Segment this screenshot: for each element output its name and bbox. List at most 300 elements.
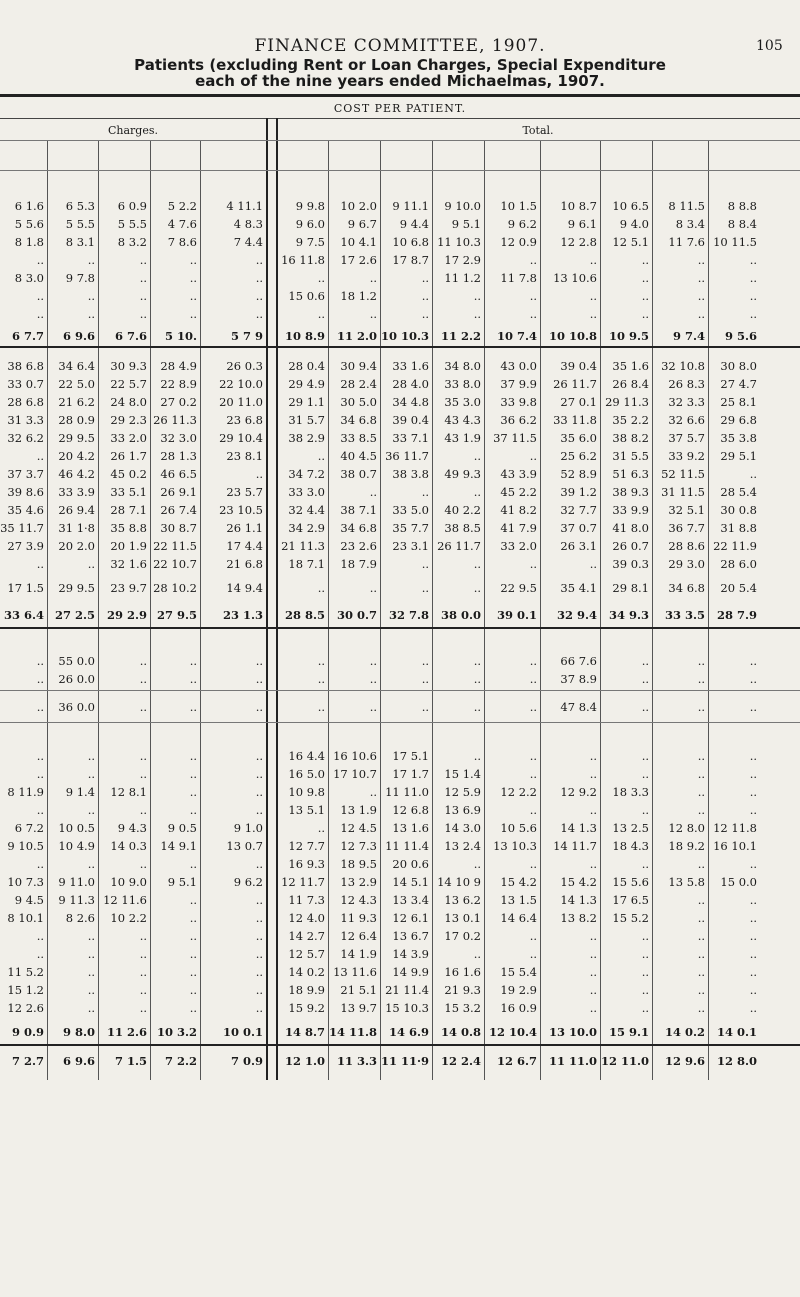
table-cell: 34 6.8 (340, 413, 377, 427)
table-cell: 33 5.0 (392, 503, 429, 517)
table-cell: 29 6.8 (720, 413, 757, 427)
table-cell: 23 5.7 (226, 485, 263, 499)
table-cell: 22 11.5 (153, 539, 197, 553)
table-cell: .. (36, 749, 44, 763)
table-cell: .. (421, 581, 429, 595)
table-cell: .. (189, 289, 197, 303)
table-cell: 20 2.0 (58, 539, 95, 553)
table-cell: .. (697, 803, 705, 817)
table-cell: .. (749, 654, 757, 668)
table-cell: 7 2.2 (164, 1054, 197, 1068)
table-cell: 14 3.0 (444, 821, 481, 835)
table-cell: 35 1.6 (612, 359, 649, 373)
table-cell: 10 8.9 (284, 329, 325, 343)
table-cell: .. (189, 253, 197, 267)
table-cell: 29 3.0 (668, 557, 705, 571)
table-cell: 26 1.1 (226, 521, 263, 535)
table-cell: 16 9.3 (288, 857, 325, 871)
table-cell: 13 10.3 (493, 839, 537, 853)
table-cell: .. (529, 672, 537, 686)
table-cell: 33 3.0 (288, 485, 325, 499)
table-cell: .. (589, 289, 597, 303)
table-cell: 13 6.9 (444, 803, 481, 817)
table-cell: 14 9.4 (226, 581, 263, 595)
table-cell: .. (641, 307, 649, 321)
table-cell: .. (255, 893, 263, 907)
table-cell: .. (749, 947, 757, 961)
table-cell: 28 4.0 (392, 377, 429, 391)
table-cell: 17 0.2 (444, 929, 481, 943)
table-cell: 12 0.9 (500, 235, 537, 249)
table-cell: .. (529, 307, 537, 321)
table-cell: 20 11.0 (219, 395, 263, 409)
table-cell: .. (589, 929, 597, 943)
table-cell: 12 7.7 (288, 839, 325, 853)
table-cell: 12 11.7 (281, 875, 325, 889)
table-cell: .. (36, 449, 44, 463)
table-cell: 31 8.8 (720, 521, 757, 535)
table-cell: .. (697, 929, 705, 943)
table-cell: 16 5.0 (288, 767, 325, 781)
table-cell: 9 6.2 (233, 875, 263, 889)
table-cell: 32 3.0 (160, 431, 197, 445)
table-cell: 34 4.8 (392, 395, 429, 409)
table-cell: 23 6.8 (226, 413, 263, 427)
table-cell: .. (317, 449, 325, 463)
table-cell: 27 9.5 (156, 608, 197, 622)
table-cell: 28 8.6 (668, 539, 705, 553)
total-group-heading: Total. (522, 124, 554, 137)
table-cell: .. (529, 767, 537, 781)
table-cell: 8 8.8 (727, 199, 757, 213)
table-cell: 12 5.9 (444, 785, 481, 799)
table-cell: 32 4.4 (288, 503, 325, 517)
table-cell: .. (697, 271, 705, 285)
table-cell: 11 2.0 (336, 329, 377, 343)
table-cell: .. (255, 654, 263, 668)
table-cell: 28 8.5 (284, 608, 325, 622)
table-cell: .. (36, 307, 44, 321)
table-cell: 35 8.8 (110, 521, 147, 535)
table-cell: 18 9.9 (288, 983, 325, 997)
subheader-rule (0, 170, 800, 171)
table-cell: 28 7.1 (110, 503, 147, 517)
table-cell: 21 6.8 (226, 557, 263, 571)
table-cell: 33 8.0 (444, 377, 481, 391)
table-cell: 15 0.6 (288, 289, 325, 303)
table-cell: 6 9.6 (62, 329, 95, 343)
table-cell: .. (749, 253, 757, 267)
table-cell: 40 2.2 (444, 503, 481, 517)
table-cell: .. (87, 929, 95, 943)
table-cell: 12 4.5 (340, 821, 377, 835)
table-cell: .. (589, 857, 597, 871)
table-cell: .. (473, 485, 481, 499)
table-cell: 37 9.9 (500, 377, 537, 391)
table-cell: 10 4.1 (340, 235, 377, 249)
table-cell: 12 7.3 (340, 839, 377, 853)
table-cell: 46 6.5 (160, 467, 197, 481)
table-cell: 5 2.2 (167, 199, 197, 213)
table-cell: 14 5.1 (392, 875, 429, 889)
table-cell: 26 9.4 (58, 503, 95, 517)
table-cell: .. (255, 271, 263, 285)
table-cell: 12 9.2 (560, 785, 597, 799)
table-cell: 32 3.3 (668, 395, 705, 409)
table-cell: 15 3.2 (444, 1001, 481, 1015)
table-cell: 33 9.2 (668, 449, 705, 463)
page-number: 105 (756, 38, 783, 54)
table-cell: .. (369, 654, 377, 668)
table-cell: 26 8.4 (612, 377, 649, 391)
table-cell: 46 4.2 (58, 467, 95, 481)
table-cell: 18 7.9 (340, 557, 377, 571)
table-cell: 30 8.7 (160, 521, 197, 535)
table-cell: 17 2.9 (444, 253, 481, 267)
table-cell: 17 10.7 (333, 767, 377, 781)
header-rule (0, 140, 800, 141)
charges-group-heading: Charges. (107, 124, 158, 137)
table-cell: .. (189, 983, 197, 997)
table-cell: 14 0.2 (288, 965, 325, 979)
table-cell: .. (529, 654, 537, 668)
table-cell: 23 2.6 (340, 539, 377, 553)
table-cell: 22 5.7 (110, 377, 147, 391)
table-cell: 36 6.2 (500, 413, 537, 427)
table-cell: 10 6.5 (612, 199, 649, 213)
table-cell: .. (87, 557, 95, 571)
table-cell: 10 10.8 (548, 329, 597, 343)
table-cell: .. (697, 700, 705, 714)
table-cell: .. (589, 803, 597, 817)
table-cell: 24 8.0 (110, 395, 147, 409)
table-cell: 33 6.4 (3, 608, 44, 622)
table-cell: 7 8.6 (167, 235, 197, 249)
table-cell: 14 9.9 (392, 965, 429, 979)
table-cell: .. (139, 983, 147, 997)
table-cell: 10 0.1 (222, 1025, 263, 1039)
section-rule (0, 1044, 800, 1046)
table-cell: .. (189, 893, 197, 907)
table-cell: 12 2.4 (440, 1054, 481, 1068)
table-cell: 39 0.4 (392, 413, 429, 427)
table-cell: 10 9.8 (288, 785, 325, 799)
table-cell: 15 0.0 (720, 875, 757, 889)
table-cell: 17 2.6 (340, 253, 377, 267)
table-cell: 5 5.6 (14, 217, 44, 231)
table-cell: 9 4.0 (619, 217, 649, 231)
table-cell: 6 7.7 (11, 329, 44, 343)
table-cell: .. (697, 654, 705, 668)
table-cell: 15 5.2 (612, 911, 649, 925)
table-cell: 20 5.4 (720, 581, 757, 595)
table-cell: 16 4.4 (288, 749, 325, 763)
table-cell: .. (697, 1001, 705, 1015)
table-cell: .. (369, 785, 377, 799)
table-cell: 28 2.4 (340, 377, 377, 391)
table-cell: 7 4.4 (233, 235, 263, 249)
table-cell: 55 0.0 (58, 654, 95, 668)
table-cell: .. (641, 767, 649, 781)
table-cell: 18 3.3 (612, 785, 649, 799)
table-cell: .. (87, 253, 95, 267)
table-cell: 18 7.1 (288, 557, 325, 571)
table-cell: .. (36, 767, 44, 781)
table-cell: 14 0.2 (664, 1025, 705, 1039)
table-cell: 13 2.9 (340, 875, 377, 889)
table-cell: 15 9.1 (608, 1025, 649, 1039)
table-cell: 38 6.8 (7, 359, 44, 373)
table-cell: 32 7.8 (388, 608, 429, 622)
table-cell: 28 1.3 (160, 449, 197, 463)
table-cell: 43 3.9 (500, 467, 537, 481)
table-cell: 9 6.0 (295, 217, 325, 231)
table-cell: 14 1.9 (340, 947, 377, 961)
table-cell: 12 9.6 (664, 1054, 705, 1068)
table-cell: .. (697, 672, 705, 686)
table-cell: 9 6.1 (567, 217, 597, 231)
table-cell: .. (255, 947, 263, 961)
table-cell: 37 3.7 (7, 467, 44, 481)
column-divider (266, 118, 268, 1080)
table-cell: .. (189, 767, 197, 781)
table-cell: .. (641, 947, 649, 961)
table-cell: 6 0.9 (117, 199, 147, 213)
table-cell: 22 9.5 (500, 581, 537, 595)
table-cell: .. (139, 253, 147, 267)
table-cell: .. (139, 700, 147, 714)
table-cell: 9 0.9 (11, 1025, 44, 1039)
table-cell: .. (36, 253, 44, 267)
table-cell: 33 7.1 (392, 431, 429, 445)
table-cell: 14 1.3 (560, 893, 597, 907)
table-cell: .. (421, 289, 429, 303)
table-cell: 34 8.0 (444, 359, 481, 373)
table-cell: 27 4.7 (720, 377, 757, 391)
table-cell: 66 7.6 (560, 654, 597, 668)
table-cell: .. (255, 672, 263, 686)
table-cell: .. (87, 749, 95, 763)
table-cell: .. (749, 803, 757, 817)
table-cell: 12 5.1 (612, 235, 649, 249)
table-cell: 10 8.7 (560, 199, 597, 213)
table-cell: .. (529, 700, 537, 714)
table-cell: .. (255, 1001, 263, 1015)
table-cell: 33 2.0 (500, 539, 537, 553)
table-cell: .. (139, 271, 147, 285)
table-cell: 34 7.2 (288, 467, 325, 481)
table-cell: .. (473, 749, 481, 763)
table-cell: .. (36, 557, 44, 571)
table-cell: 11 3.3 (336, 1054, 377, 1068)
subtitle-line-2: each of the nine years ended Michaelmas, 1907. (195, 72, 605, 90)
table-cell: 35 4.6 (7, 503, 44, 517)
table-cell: 35 7.7 (392, 521, 429, 535)
table-cell: 13 1.9 (340, 803, 377, 817)
table-cell: 18 9.2 (668, 839, 705, 853)
table-cell: 12 2.8 (560, 235, 597, 249)
table-cell: .. (189, 929, 197, 943)
table-cell: .. (369, 307, 377, 321)
table-cell: 26 1.7 (110, 449, 147, 463)
table-cell: 33 2.0 (110, 431, 147, 445)
table-cell: 12 5.7 (288, 947, 325, 961)
table-cell: 27 2.5 (54, 608, 95, 622)
table-cell: .. (189, 672, 197, 686)
table-cell: .. (641, 271, 649, 285)
table-cell: 29 5.1 (720, 449, 757, 463)
table-cell: 32 6.6 (668, 413, 705, 427)
table-cell: 31 1·8 (58, 521, 95, 535)
table-cell: 10 7.3 (7, 875, 44, 889)
table-cell: 23 8.1 (226, 449, 263, 463)
table-cell: 15 4.2 (560, 875, 597, 889)
table-cell: .. (87, 857, 95, 871)
table-cell: 45 0.2 (110, 467, 147, 481)
table-cell: 18 4.3 (612, 839, 649, 853)
table-cell: .. (697, 307, 705, 321)
table-cell: .. (421, 307, 429, 321)
table-cell: 26 3.1 (560, 539, 597, 553)
table-cell: .. (255, 700, 263, 714)
table-cell: .. (641, 965, 649, 979)
table-cell: 28 0.4 (288, 359, 325, 373)
table-cell: 14 11.8 (328, 1025, 377, 1039)
table-cell: 12 6.8 (392, 803, 429, 817)
table-cell: 36 0.0 (58, 700, 95, 714)
table-cell: .. (529, 289, 537, 303)
table-cell: .. (641, 700, 649, 714)
table-cell: 12 11.0 (600, 1054, 649, 1068)
table-cell: 12 10.4 (488, 1025, 537, 1039)
table-cell: .. (139, 803, 147, 817)
table-cell: .. (749, 785, 757, 799)
table-cell: 5 5.5 (117, 217, 147, 231)
table-cell: 10 2.2 (110, 911, 147, 925)
table-cell: 18 1.2 (340, 289, 377, 303)
table-cell: .. (589, 947, 597, 961)
table-cell: 21 11.3 (281, 539, 325, 553)
table-cell: .. (139, 857, 147, 871)
table-cell: 41 7.9 (500, 521, 537, 535)
table-cell: .. (255, 767, 263, 781)
table-cell: 7 0.9 (230, 1054, 263, 1068)
table-cell: 11 2.6 (106, 1025, 147, 1039)
table-cell: 17 8.7 (392, 253, 429, 267)
table-cell: 12 6.4 (340, 929, 377, 943)
table-cell: .. (36, 672, 44, 686)
table-cell: 9 6.7 (347, 217, 377, 231)
table-cell: 30 9.4 (340, 359, 377, 373)
table-cell: 14 0.3 (110, 839, 147, 853)
table-cell: 34 6.8 (340, 521, 377, 535)
table-cell: 13 5.8 (668, 875, 705, 889)
table-cell: 17 5.1 (392, 749, 429, 763)
table-cell: 10 10.3 (380, 329, 429, 343)
table-cell: 10 9.5 (608, 329, 649, 343)
table-cell: .. (697, 857, 705, 871)
table-cell: 10 0.5 (58, 821, 95, 835)
table-cell: 26 0.7 (612, 539, 649, 553)
table-cell: 15 9.2 (288, 1001, 325, 1015)
table-cell: 4 7.6 (167, 217, 197, 231)
table-cell: 12 2.6 (7, 1001, 44, 1015)
table-cell: 32 5.1 (668, 503, 705, 517)
table-cell: 33 5.1 (110, 485, 147, 499)
table-cell: 38 8.5 (444, 521, 481, 535)
table-cell: .. (189, 700, 197, 714)
table-cell: .. (749, 271, 757, 285)
table-cell: 8 1.8 (14, 235, 44, 249)
table-cell: 38 9.3 (612, 485, 649, 499)
table-cell: 20 0.6 (392, 857, 429, 871)
table-cell: 28 6.8 (7, 395, 44, 409)
table-cell: .. (189, 785, 197, 799)
table-cell: .. (87, 803, 95, 817)
table-cell: 27 3.9 (7, 539, 44, 553)
table-cell: 8 10.1 (7, 911, 44, 925)
table-cell: 36 11.7 (385, 449, 429, 463)
section-rule (0, 690, 800, 691)
table-cell: 26 7.4 (160, 503, 197, 517)
table-cell: 15 1.2 (7, 983, 44, 997)
table-cell: .. (529, 929, 537, 943)
table-cell: 26 11.7 (437, 539, 481, 553)
table-cell: .. (255, 929, 263, 943)
table-cell: 34 2.9 (288, 521, 325, 535)
table-cell: 5 5.5 (65, 217, 95, 231)
table-cell: .. (87, 289, 95, 303)
table-cell: .. (189, 654, 197, 668)
table-cell: 9 7.4 (672, 329, 705, 343)
table-cell: .. (255, 253, 263, 267)
table-cell: 39 0.4 (560, 359, 597, 373)
table-cell: 29 9.5 (58, 581, 95, 595)
table-cell: 9 10.5 (7, 839, 44, 853)
table-cell: .. (473, 700, 481, 714)
table-cell: 10 11.5 (713, 235, 757, 249)
table-cell: .. (317, 307, 325, 321)
table-cell: 13 10.0 (548, 1025, 597, 1039)
table-cell: .. (87, 947, 95, 961)
table-cell: 33 3.9 (58, 485, 95, 499)
table-cell: 9 4.4 (399, 217, 429, 231)
table-cell: .. (529, 947, 537, 961)
table-cell: 14 0.1 (716, 1025, 757, 1039)
table-cell: 17 4.4 (226, 539, 263, 553)
table-cell: .. (189, 947, 197, 961)
table-cell: 17 6.5 (612, 893, 649, 907)
table-cell: 33 1.6 (392, 359, 429, 373)
table-cell: .. (589, 253, 597, 267)
table-cell: 9 1.4 (65, 785, 95, 799)
table-cell: 12 2.2 (500, 785, 537, 799)
table-cell: 14 6.4 (500, 911, 537, 925)
table-cell: .. (529, 253, 537, 267)
table-cell: .. (189, 1001, 197, 1015)
table-cell: 33 9.8 (500, 395, 537, 409)
table-cell: 35 4.1 (560, 581, 597, 595)
table-cell: .. (139, 307, 147, 321)
table-cell: 6 7.6 (114, 329, 147, 343)
table-cell: 23 3.1 (392, 539, 429, 553)
table-cell: .. (641, 929, 649, 943)
table-cell: 39 0.1 (496, 608, 537, 622)
table-cell: 37 5.7 (668, 431, 705, 445)
table-cell: .. (697, 785, 705, 799)
table-cell: .. (87, 1001, 95, 1015)
table-cell: 51 6.3 (612, 467, 649, 481)
